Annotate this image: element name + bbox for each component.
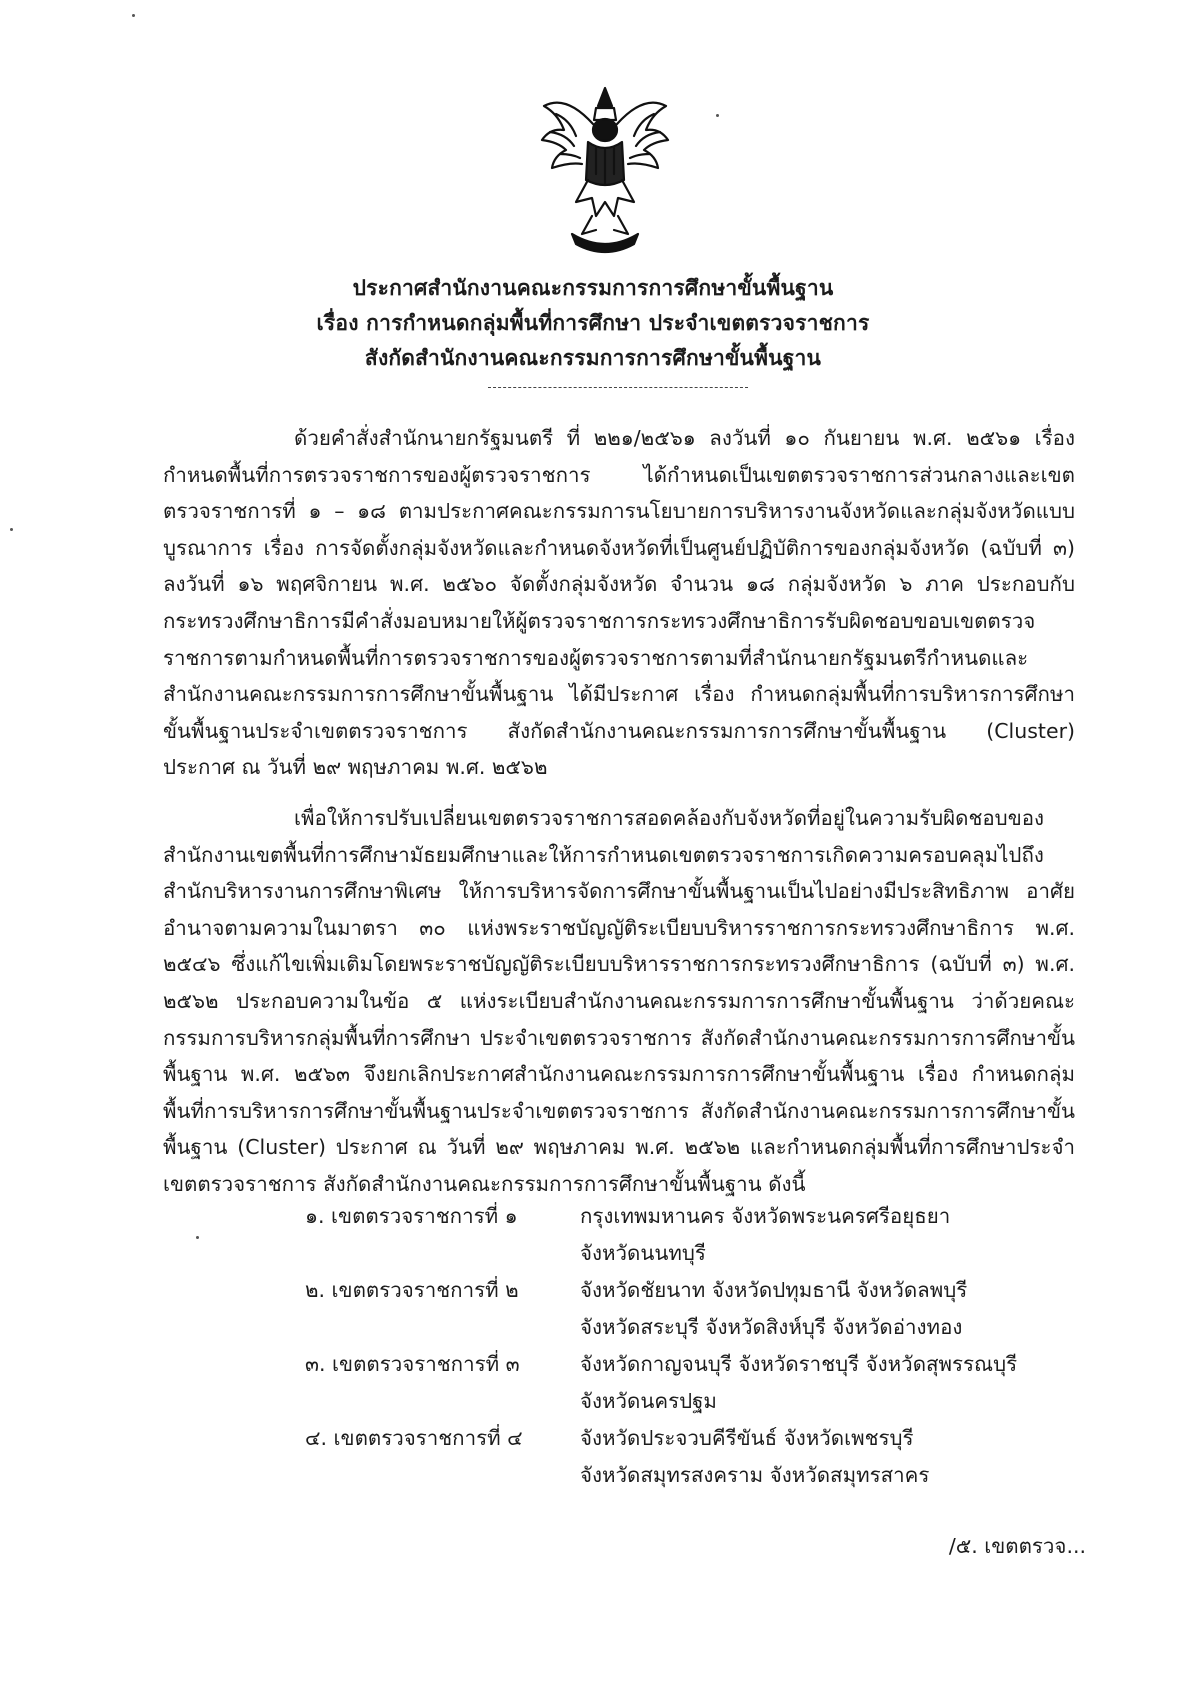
- scan-speck: [196, 1236, 199, 1239]
- scan-speck: [132, 14, 135, 17]
- zone-provinces-line: กรุงเทพมหานคร จังหวัดพระนครศรีอยุธยา: [580, 1204, 951, 1228]
- document-title: ประกาศสำนักงานคณะกรรมการการศึกษาขั้นพื้นฐาน: [352, 276, 834, 300]
- title-divider: [488, 387, 748, 388]
- zone-provinces-line: จังหวัดสระบุรี จังหวัดสิงห์บุรี จังหวัดอ่างทอง: [580, 1314, 963, 1339]
- zone-label: ๔. เขตตรวจราชการที่ ๔: [305, 1426, 523, 1450]
- zone-provinces-line: จังหวัดชัยนาท จังหวัดปทุมธานี จังหวัดลพบุรี: [580, 1278, 968, 1302]
- zone-provinces: [580, 1272, 1050, 1345]
- zone-provinces-line: จังหวัดนนทบุรี: [580, 1240, 706, 1265]
- zone-provinces: [580, 1420, 1050, 1493]
- zone-provinces-line: จังหวัดกาญจนบุรี จังหวัดราชบุรี จังหวัดสุพรรณบุรี: [580, 1352, 1018, 1376]
- zone-provinces: [580, 1198, 1050, 1271]
- zone-label: ๓. เขตตรวจราชการที่ ๓: [305, 1352, 520, 1376]
- scan-speck: [10, 528, 13, 531]
- zone-provinces-line: จังหวัดนครปฐม: [580, 1388, 717, 1413]
- scan-speck: [716, 114, 719, 117]
- document-subject: เรื่อง การกำหนดกลุ่มพื้นที่การศึกษา ประจำเขตตรวจราชการ: [316, 311, 870, 335]
- paragraph-2: เพื่อให้การปรับเปลี่ยนเขตตรวจราชการสอดคล้องกับจังหวัดที่อยู่ในความรับผิดชอบของสำนักงานเขตพื้นที่การศึกษามัธยมศึกษาและให้การกำหนดเขตตรวจราชการเกิดความครอบคลุมไปถึงสำนักบริหารงานการศึกษาพิเศษ ให้การบริหารจัดการศึกษาขั้นพื้นฐานเป็นไปอย่างมีประสิทธิภาพ อาศัยอำนาจตามความในมาตรา ๓๐ แห่งพระราชบัญญัติระเบียบบริหารราชการกระทรวงศึกษาธิการ พ.ศ. ๒๕๔๖ ซึ่งแก้ไขเพิ่มเติมโดยพระราชบัญญัติระเบียบบริหารราชการกระทรวงศึกษาธิการ (ฉบับที่ ๓) พ.ศ. ๒๕๖๒ ประกอบความในข้อ ๕ แห่งระเบียบสำนักงานคณะกรรมการการศึกษาขั้นพื้นฐาน ว่าด้วยคณะกรรมการบริหารกลุ่มพื้นที่การศึกษา ประจำเขตตรวจราชการ สังกัดสำนักงานคณะกรรมการการศึกษาขั้นพื้นฐาน พ.ศ. ๒๕๖๓ จึงยกเลิกประกาศสำนักงานคณะกรรมการการศึกษาขั้นพื้นฐาน เรื่อง กำหนดกลุ่มพื้นที่การบริหารการศึกษาขั้นพื้นฐานประจำเขตตรวจราชการ สังกัดสำนักงานคณะกรรมการการศึกษาขั้นพื้นฐาน (Cluster) ประกาศ ณ วันที่ ๒๙ พฤษภาคม พ.ศ. ๒๕๖๒ และกำหนดกลุ่มพื้นที่การศึกษาประจำเขตตรวจราชการ สังกัดสำนักงานคณะกรรมการการศึกษาขั้นพื้นฐาน ดังนี้: [163, 806, 1075, 1196]
- zone-label: ๑. เขตตรวจราชการที่ ๑: [305, 1204, 518, 1228]
- zone-label: ๒. เขตตรวจราชการที่ ๒: [305, 1278, 519, 1302]
- zone-provinces-line: จังหวัดสมุทรสงคราม จังหวัดสมุทรสาคร: [580, 1462, 930, 1487]
- garuda-emblem-icon: [536, 84, 674, 258]
- paragraph-1: ด้วยคำสั่งสำนักนายกรัฐมนตรี ที่ ๒๒๑/๒๕๖๑ ลงวันที่ ๑๐ กันยายน พ.ศ. ๒๕๖๑ เรื่อง กำหนดพื้นที่การตรวจราชการของผู้ตรวจราชการ ได้กำหนดเป็นเขตตรวจราชการส่วนกลางและเขตตรวจราชการที่ ๑ – ๑๘ ตามประกาศคณะกรรมการนโยบายการบริหารงานจังหวัดและกลุ่มจังหวัดแบบบูรณาการ เรื่อง การจัดตั้งกลุ่มจังหวัดและกำหนดจังหวัดที่เป็นศูนย์ปฏิบัติการของกลุ่มจังหวัด (ฉบับที่ ๓) ลงวันที่ ๑๖ พฤศจิกายน พ.ศ. ๒๕๖๐ จัดตั้งกลุ่มจังหวัด จำนวน ๑๘ กลุ่มจังหวัด ๖ ภาค ประกอบกับกระทรวงศึกษาธิการมีคำสั่งมอบหมายให้ผู้ตรวจราชการกระทรวงศึกษาธิการรับผิดชอบขอบเขตตรวจราชการตามกำหนดพื้นที่การตรวจราชการของผู้ตรวจราชการตามที่สำนักนายกรัฐมนตรีกำหนดและสำนักงานคณะกรรมการการศึกษาขั้นพื้นฐาน ได้มีประกาศ เรื่อง กำหนดกลุ่มพื้นที่การบริหารการศึกษาขั้นพื้นฐานประจำเขตตรวจราชการ สังกัดสำนักงานคณะกรรมการการศึกษาขั้นพื้นฐาน (Cluster) ประกาศ ณ วันที่ ๒๙ พฤษภาคม พ.ศ. ๒๕๖๒: [163, 426, 1075, 780]
- zone-provinces-line: จังหวัดประจวบคีรีขันธ์ จังหวัดเพชรบุรี: [580, 1426, 914, 1450]
- zone-provinces: [580, 1346, 1050, 1419]
- document-subject-cont: สังกัดสำนักงานคณะกรรมการการศึกษาขั้นพื้นฐาน: [364, 346, 822, 370]
- continuation-marker: /๕. เขตตรวจ...: [948, 1534, 1086, 1558]
